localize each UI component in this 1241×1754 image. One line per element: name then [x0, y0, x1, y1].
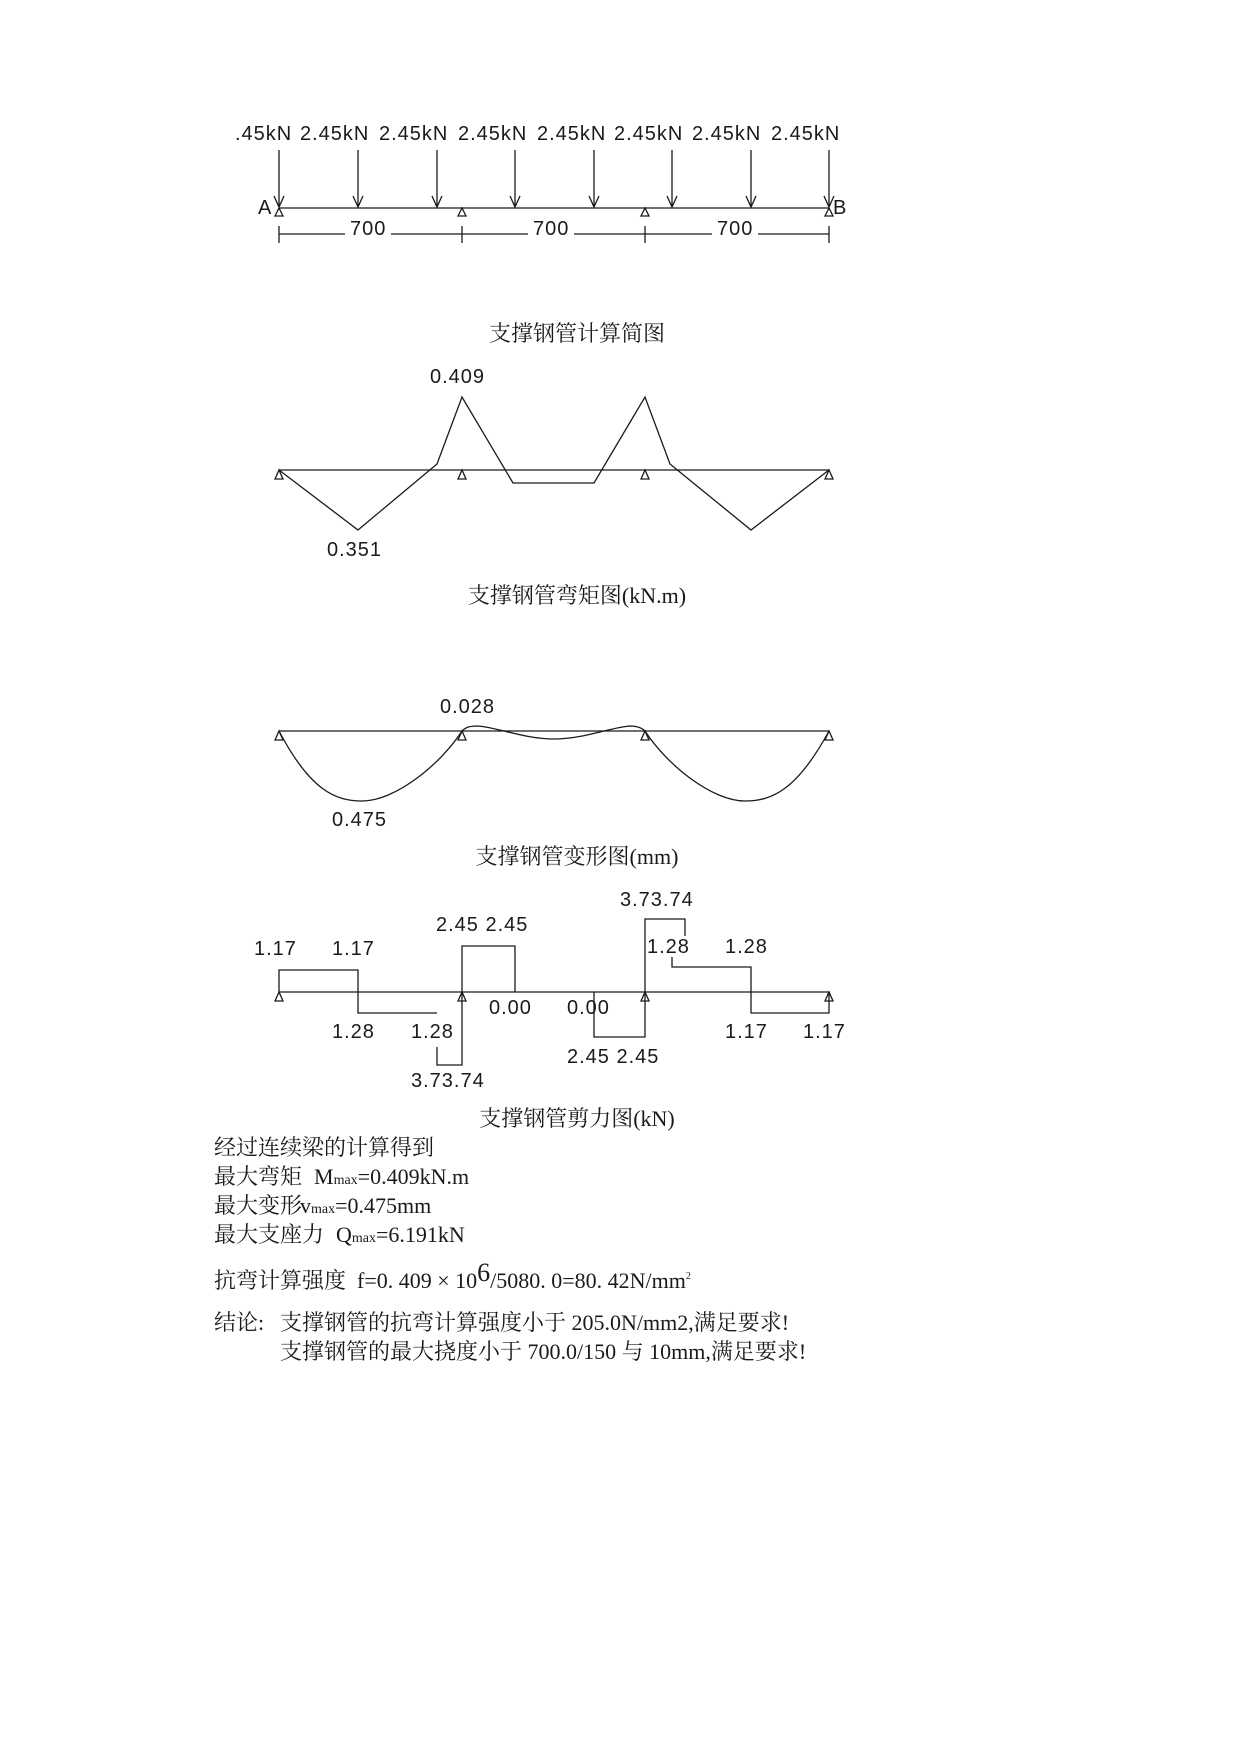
support-moment-label: 0.409 — [430, 366, 486, 388]
support-triangle — [825, 208, 833, 216]
load-arrow — [510, 150, 520, 207]
span-length-label: 700 — [350, 218, 387, 240]
conclusion-row-1 — [0, 1309, 1241, 1339]
load-diagram — [235, 123, 847, 243]
unit-power: 2 — [685, 1271, 691, 1282]
max-support-force-label: 最大支座力 — [214, 1222, 325, 1247]
shear-value-label: 1.17 — [254, 938, 297, 960]
deflection-curve — [279, 726, 829, 801]
support-triangle — [275, 992, 283, 1001]
load-diagram-caption: 支撑钢管计算简图 — [488, 321, 665, 346]
load-arrow — [667, 150, 677, 207]
span-length-label: 700 — [533, 218, 570, 240]
shear-value-label: 1.28 — [411, 1021, 454, 1043]
deformation-diagram — [275, 696, 833, 831]
conclusion-label: 结论: — [214, 1310, 265, 1335]
max-deflection-subscript: max — [311, 1202, 336, 1217]
max-moment-symbol: M — [314, 1164, 334, 1189]
shear-value-label: 3.73.74 — [411, 1070, 485, 1092]
load-arrow — [274, 150, 284, 207]
max-deflection-value: =0.475mm — [335, 1193, 432, 1218]
max-moment-row — [0, 1163, 1241, 1193]
shear-value-label: 1.17 — [332, 938, 375, 960]
bending-strength-formula — [357, 1258, 691, 1295]
load-arrow — [432, 150, 442, 207]
load-label: .45kN — [235, 123, 293, 145]
formula-start: f=0. 409 × 10 — [357, 1268, 478, 1293]
moment-curve — [279, 397, 829, 530]
shear-value-label: 0.00 — [567, 997, 610, 1019]
load-label: 2.45kN — [379, 123, 449, 145]
max-deflection-formula — [300, 1192, 431, 1220]
results-intro: 经过连续梁的计算得到 — [214, 1135, 435, 1160]
results-intro-row — [0, 1134, 1241, 1164]
end-label-a: A — [258, 197, 273, 219]
moment-diagram — [275, 366, 833, 561]
max-support-force-subscript: max — [351, 1231, 376, 1246]
shear-value-label: 3.73.74 — [620, 889, 694, 911]
max-moment-label: 最大弯矩 — [214, 1164, 303, 1189]
max-support-force-symbol: Q — [336, 1222, 352, 1247]
max-deflection-row — [0, 1192, 1241, 1222]
support-deflection-label: 0.028 — [440, 696, 496, 718]
load-label: 2.45kN — [300, 123, 370, 145]
conclusion-strength-text: 支撑钢管的抗弯计算强度小于 205.0N/mm2,满足要求! — [280, 1310, 790, 1335]
shear-value-label: 1.17 — [725, 1021, 768, 1043]
max-deflection-label: 最大变形 — [214, 1193, 303, 1218]
span-moment-label: 0.351 — [327, 539, 383, 561]
shear-value-label: 1.28 — [725, 936, 768, 958]
support-triangle — [641, 470, 649, 479]
load-label: 2.45kN — [614, 123, 684, 145]
support-triangle — [275, 208, 283, 216]
max-moment-formula — [314, 1163, 469, 1191]
load-label: 2.45kN — [537, 123, 607, 145]
shear-value-label: 0.00 — [489, 997, 532, 1019]
max-deflection-symbol: v — [300, 1193, 311, 1218]
conclusion-row-2 — [0, 1338, 1241, 1368]
load-label: 2.45kN — [771, 123, 841, 145]
load-label: 2.45kN — [692, 123, 762, 145]
support-triangle — [458, 470, 466, 479]
support-triangle — [458, 208, 466, 216]
conclusion-deflection-text: 支撑钢管的最大挠度小于 700.0/150 与 10mm,满足要求! — [280, 1339, 807, 1364]
shear-value-label: 2.45 2.45 — [436, 914, 529, 936]
load-arrow — [353, 150, 363, 207]
load-label: 2.45kN — [458, 123, 528, 145]
max-support-force-formula — [336, 1221, 465, 1249]
span-deflection-label: 0.475 — [332, 809, 388, 831]
shear-diagram-caption: 支撑钢管剪力图(kN) — [479, 1106, 675, 1131]
max-support-force-row — [0, 1221, 1241, 1251]
end-label-b: B — [833, 197, 848, 219]
load-arrow — [589, 150, 599, 207]
shear-value-label: 1.17 — [803, 1021, 846, 1043]
shear-value-label: 1.28 — [647, 936, 690, 958]
shear-value-label: 1.28 — [332, 1021, 375, 1043]
shear-diagram — [254, 889, 846, 1092]
max-moment-subscript: max — [333, 1173, 358, 1188]
max-moment-value: =0.409kN.m — [357, 1164, 470, 1189]
max-support-force-value: =6.191kN — [376, 1222, 465, 1247]
shear-value-label: 2.45 2.45 — [567, 1046, 660, 1068]
shear-step-line — [672, 957, 829, 1013]
moment-diagram-caption: 支撑钢管弯矩图(kN.m) — [467, 583, 687, 608]
bending-strength-row — [0, 1258, 1241, 1297]
formula-exponent: 6 — [477, 1258, 491, 1287]
support-triangle — [641, 208, 649, 216]
bending-strength-label: 抗弯计算强度 — [214, 1268, 347, 1293]
load-arrow — [746, 150, 756, 207]
formula-end: /5080. 0=80. 42N/mm — [490, 1268, 686, 1293]
deformation-diagram-caption: 支撑钢管变形图(mm) — [475, 844, 679, 869]
span-length-label: 700 — [717, 218, 754, 240]
